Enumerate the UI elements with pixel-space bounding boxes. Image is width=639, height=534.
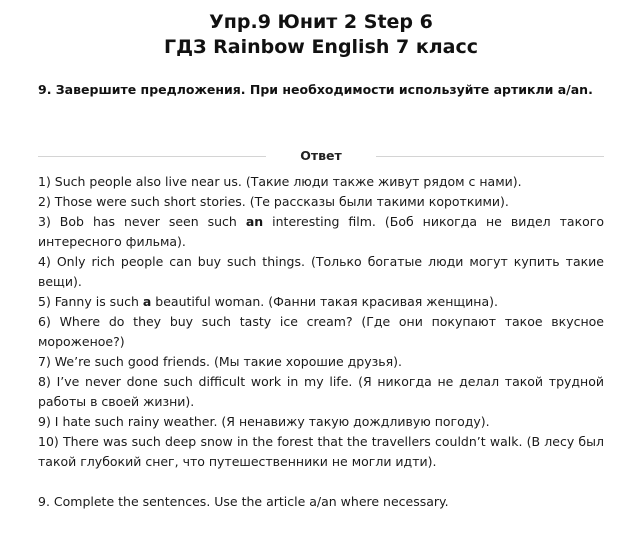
answer-item <box>38 352 604 372</box>
answer-text: 10) There was such deep snow in the forest that the travellers couldn’t walk. (В лесу был такой глубокий снег, что путешественники не могли идти). <box>38 434 604 469</box>
answer-text: 7) We’re such good friends. (Мы такие хорошие друзья). <box>38 354 402 369</box>
answer-text: 4) Only rich people can buy such things. (Только богатые люди могут купить такие вещи). <box>38 254 604 289</box>
answer-article: a <box>142 294 152 309</box>
answer-item <box>38 172 604 192</box>
answer-article: an <box>245 214 264 229</box>
answer-divider <box>38 148 604 164</box>
answer-list <box>38 172 604 472</box>
answer-text: 9) I hate such rainy weather. (Я ненавижу такую дождливую погоду). <box>38 414 490 429</box>
answer-text: 5) Fanny is such <box>38 294 143 309</box>
task-text: 9. Завершите предложения. При необходимости используйте артикли a/an. <box>38 82 593 97</box>
footer-task-text: 9. Complete the sentences. Use the article a/an where necessary. <box>38 494 449 509</box>
answer-item <box>38 432 604 472</box>
answer-item <box>38 252 604 292</box>
answer-item <box>38 212 604 252</box>
answer-text: 2) Those were such short stories. (Те рассказы были такими короткими). <box>38 194 509 209</box>
answer-text: 6) Where do they buy such tasty ice cream? (Где они покупают такое вкусное мороженое?) <box>38 314 604 349</box>
answer-text: 3) Bob has never seen such <box>38 214 246 229</box>
answer-item <box>38 412 604 432</box>
answer-text: 1) Such people also live near us. (Такие люди также живут рядом с нами). <box>38 174 522 189</box>
answer-text: 8) I’ve never done such difficult work in my life. (Я никогда не делал такой трудной работы в своей жизни). <box>38 374 604 409</box>
page-title <box>38 10 604 60</box>
divider-line-right <box>376 156 604 157</box>
page <box>38 0 604 512</box>
title-line-1: Упр.9 Юнит 2 Step 6 <box>209 11 433 33</box>
answer-item <box>38 192 604 212</box>
answer-item <box>38 312 604 352</box>
title-line-2: ГДЗ Rainbow English 7 класс <box>163 36 479 58</box>
answer-item <box>38 372 604 412</box>
answer-item <box>38 292 604 312</box>
answer-text-continued: interesting film. (Боб никогда не видел такого интересного фильма). <box>38 214 604 249</box>
answer-text-continued: beautiful woman. (Фанни такая красивая женщина). <box>151 294 498 309</box>
answer-heading: Ответ <box>300 148 342 163</box>
